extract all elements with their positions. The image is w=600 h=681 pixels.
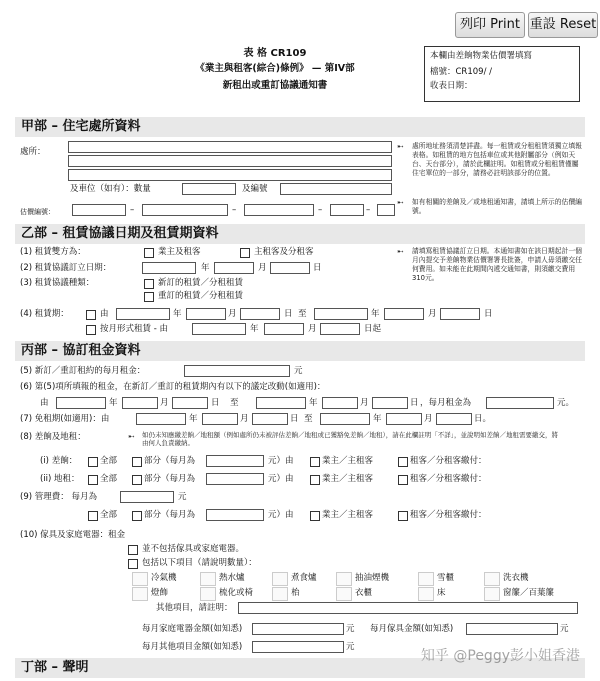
note-arrow-icon: ➸ [397,142,404,151]
from-label: 由 [40,398,49,408]
mgmt-all-checkbox[interactable] [88,511,98,521]
other-amount-field[interactable] [252,641,344,653]
yuan-label: 元 [178,492,187,502]
q3-label: (3) 租賃協議種類： [20,278,95,288]
year-label: 年 [173,309,182,319]
assessment-field-2[interactable] [142,204,228,216]
year-label: 年 [109,398,118,408]
term-to-month-field[interactable] [384,308,424,320]
q2-label: (2) 租賃協議訂立日期： [20,263,112,273]
fixed-term-checkbox[interactable] [86,310,96,320]
q6-to-day-field[interactable] [372,397,408,409]
year-label: 年 [201,263,210,273]
q5-label: (5) 新訂／重訂租約的每月租金： [20,366,146,376]
q1-label: (1) 租賃雙方為： [20,247,86,257]
q6-from-month-field[interactable] [122,397,158,409]
part-label: 部分（每月為 [144,474,196,484]
item-quantity-field[interactable] [132,587,148,601]
item-label: 床 [437,588,446,598]
item-quantity-field[interactable] [132,572,148,586]
appliance-amount-field[interactable] [252,623,344,635]
item-label: 熱水爐 [219,573,245,583]
item-label: 雪櫃 [437,573,455,583]
yuan-label: 元 [294,366,303,376]
mgmt-tenant-checkbox[interactable] [398,511,408,521]
item-quantity-field[interactable] [336,572,352,586]
item-quantity-field[interactable] [272,572,288,586]
paren-yuan-label: 元）由 [268,474,294,484]
page-title: 新租出或重訂協議通知書 [222,80,328,91]
yuan-label: 元 [346,642,355,652]
year-label: 年 [373,414,382,424]
mgmt-part-checkbox[interactable] [132,511,142,521]
year-label: 年 [250,324,259,334]
item-label: 枱 [291,588,300,598]
day-label: 日 [484,309,493,319]
item-label: 洗衣機 [503,573,529,583]
day-label: 日 [284,309,293,319]
part-a-note-1: 處所地址務須清楚詳盡。每一租賃或分租租賃須獨立填報表格。如租賃的地方包括車位或其他附屬部分（例如天台、天台部分），請於此欄註明。如租賃或分租租賃僅屬住宅單位的一部分，請務必註明該部分的位置。 [412,142,582,177]
term-to-day-field[interactable] [440,308,480,320]
q6-rent-field[interactable] [486,397,554,409]
landlord-label: 業主／主租客 [322,510,374,520]
year-label: 年 [309,398,318,408]
monthly-from-month-field[interactable] [264,323,304,335]
month-label: 月 [424,414,433,424]
part-a-note-2: 如有相關的差餉及／或地租通知書，請填上所示的估價編號。 [412,198,582,215]
part-label: 部分（每月為 [144,456,196,466]
q8-note: 如仍未知應繳差餉／地租額（例如處所仍未被評估差餉／地租或已獲豁免差餉／地租），請在此欄註明「不詳」，並說明如差餉／地租需要繳交，將由何人負責繳納。 [142,431,558,447]
item-label: 梳化或椅 [219,588,254,598]
item-label: 衣櫃 [355,588,373,598]
premises-line-2[interactable] [68,155,392,167]
to-label: 至 [304,414,313,424]
government-rent-label: (ii) 地租： [40,474,80,484]
rent-free-from-month-field[interactable] [202,413,238,425]
day-label: 日。 [474,414,492,424]
received-date-label: 收表日期： [430,81,473,91]
tenant-label: 租客／分租客繳付： [410,510,487,520]
rates-label: (i) 差餉： [40,456,78,466]
tenant-label: 租客／分租客繳付： [410,474,487,484]
rates-all-checkbox[interactable] [88,457,98,467]
parking-label: 及車位（如有）：數量 [70,184,151,194]
rent-part-amount-field[interactable] [206,473,264,485]
renewed-tenancy-label: 重訂的租賃／分租租賃 [158,291,244,301]
landlord-tenant-label: 業主及租客 [158,247,201,257]
part-d-header: 丁部 – 聲明 [15,658,585,678]
office-use-label: 本欄由差餉物業估價署填寫 [430,51,533,61]
month-label: 月 [258,263,267,273]
dash-1: – [130,205,135,215]
dash-3: – [318,205,323,215]
parking-number-label: 及編號 [242,184,268,194]
rent-free-to-day-field[interactable] [436,413,472,425]
form-number: 表 格 CR109 [243,48,307,59]
premises-label: 處所： [20,147,46,157]
yuan-label: 元。 [557,398,575,408]
q6-from-year-field[interactable] [56,397,106,409]
item-label: 抽油煙機 [355,573,390,583]
item-quantity-field[interactable] [200,572,216,586]
watermark: 知乎 @Peggy彭小姐香港 [420,648,580,664]
q10-label: (10) 傢具及家庭電器：租金 [20,530,126,540]
part-c-header: 丙部 – 協訂租金資料 [15,341,585,361]
includes-items-checkbox[interactable] [128,559,138,569]
from-label: 由 [100,309,109,319]
rates-part-checkbox[interactable] [132,457,142,467]
part-label: 部分（每月為 [144,510,196,520]
rent-all-checkbox[interactable] [88,475,98,485]
other-items-label: 其他項目，請註明： [156,603,233,613]
premises-line-1[interactable] [68,141,392,153]
note-arrow-icon: ➸ [397,247,404,256]
day-label: 日 [290,414,299,424]
assessment-field-3[interactable] [244,204,314,216]
assessment-field-5[interactable] [377,204,395,216]
q6-to-year-field[interactable] [256,397,306,409]
start-label: 日起 [364,324,382,334]
all-label: 全部 [100,456,118,466]
agreement-year-field[interactable] [142,262,196,274]
assessment-field-1[interactable] [72,204,126,216]
paren-yuan-label: 元）由 [268,456,294,466]
month-label: 月 [360,398,369,408]
rent-free-to-month-field[interactable] [386,413,422,425]
item-quantity-field[interactable] [272,587,288,601]
part-b-header: 乙部 – 租賃協議日期及租賃期資料 [15,224,585,244]
landlord-tenant-checkbox[interactable] [144,248,154,258]
day-label: 日 [211,398,220,408]
item-label: 煮食爐 [291,573,317,583]
month-label: 月 [240,414,249,424]
q8-label: (8) 差餉及地租： [20,432,86,442]
print-button[interactable]: 列印 Print [455,12,525,38]
q9-label: (9) 管理費： 每月為 [20,492,97,502]
monthly-rent-field[interactable] [184,365,290,377]
monthly-tenancy-checkbox[interactable] [86,325,96,335]
monthly-from-year-field[interactable] [192,323,246,335]
mgmt-landlord-checkbox[interactable] [310,511,320,521]
monthly-rent-label: 日 [410,398,419,408]
term-to-year-field[interactable] [314,308,368,320]
landlord-label: 業主／主租客 [322,456,374,466]
rates-part-amount-field[interactable] [206,455,264,467]
monthly-tenancy-label: 按月形式租賃 - 由 [100,324,168,334]
furniture-amount-field[interactable] [466,623,558,635]
no-furniture-checkbox[interactable] [128,545,138,555]
dash-4: – [366,205,371,215]
rates-landlord-checkbox[interactable] [310,457,320,467]
q6-to-month-field[interactable] [322,397,358,409]
principal-sub-tenant-label: 主租客及分租客 [254,247,314,257]
parking-quantity-field[interactable] [182,183,236,195]
rent-landlord-checkbox[interactable] [310,475,320,485]
landlord-label: 業主／主租客 [322,474,374,484]
year-label: 年 [189,414,198,424]
parking-number-field[interactable] [280,183,392,195]
reset-button[interactable]: 重設 Reset [528,12,598,38]
item-quantity-field[interactable] [200,587,216,601]
assessment-no-label: 估價編號： [20,208,55,216]
monthly-from-day-field[interactable] [320,323,360,335]
rent-part-checkbox[interactable] [132,475,142,485]
renewed-tenancy-checkbox[interactable] [144,292,154,302]
tenant-label: 租客／分租客繳付： [410,456,487,466]
premises-line-3[interactable] [68,169,392,181]
new-tenancy-label: 新訂的租賃／分租租賃 [158,278,244,288]
other-items-field[interactable] [238,602,578,614]
all-label: 全部 [100,474,118,484]
to-label: 至 [230,398,239,408]
item-label: 冷氣機 [151,573,177,583]
item-quantity-field[interactable] [484,572,500,586]
new-tenancy-checkbox[interactable] [144,279,154,289]
rent-tenant-checkbox[interactable] [398,475,408,485]
management-fee-field[interactable] [120,491,174,503]
month-label: 月 [428,309,437,319]
file-number-label: 檔號：CR109/ / [430,67,492,77]
q7-label: (7) 免租期(如適用)：由 [20,414,110,424]
paren-yuan-label: 元）由 [268,510,294,520]
day-label: 日 [313,263,322,273]
rent-free-from-day-field[interactable] [252,413,288,425]
item-label: 燈飾 [151,588,169,598]
monthly-rent-label: ，每月租金為 [420,398,472,408]
office-use-box [424,46,580,102]
item-quantity-field[interactable] [484,587,500,601]
agreement-month-field[interactable] [214,262,254,274]
q4-label: (4) 租賃期： [20,309,69,319]
q6-from-day-field[interactable] [172,397,208,409]
mgmt-part-amount-field[interactable] [206,509,264,521]
rates-tenant-checkbox[interactable] [398,457,408,467]
item-quantity-field[interactable] [418,587,434,601]
month-label: 月 [308,324,317,334]
year-label: 年 [371,309,380,319]
note-arrow-icon: ➸ [128,432,135,441]
item-label: 窗簾／百葉簾 [503,588,555,598]
month-label: 月 [228,309,237,319]
yuan-label: 元 [560,624,569,634]
furniture-amount-label: 每月傢具金額(如知悉) [370,624,454,634]
term-from-day-field[interactable] [240,308,280,320]
includes-items-label: 包括以下項目（請說明數量）： [142,558,257,568]
no-furniture-label: 並不包括傢具或家庭電器。 [142,544,245,554]
item-quantity-field[interactable] [336,587,352,601]
agreement-day-field[interactable] [270,262,310,274]
part-a-header: 甲部 – 住宅處所資料 [15,117,585,137]
assessment-field-4[interactable] [330,204,364,216]
term-from-month-field[interactable] [186,308,226,320]
yuan-label: 元 [346,624,355,634]
term-from-year-field[interactable] [116,308,170,320]
item-quantity-field[interactable] [418,572,434,586]
other-amount-label: 每月其他項目金額(如知悉) [142,642,243,652]
rent-free-to-year-field[interactable] [320,413,370,425]
to-label: 至 [298,309,307,319]
rent-free-from-year-field[interactable] [136,413,186,425]
note-arrow-icon: ➸ [397,198,404,207]
all-label: 全部 [100,510,118,520]
ordinance-title: 《業主與租客(綜合)條例》 — 第IV部 [195,63,355,74]
month-label: 月 [160,398,169,408]
q6-label: (6) 第(5)項所填報的租金，在新訂／重訂的租賃期內有以下的議定改動(如適用)： [20,382,326,392]
appliance-amount-label: 每月家庭電器金額(如知悉) [142,624,243,634]
dash-2: – [232,205,237,215]
part-b-note: 請填寫租賃協議訂立日期。本通知書如在該日期起計一個月內提交予差餉物業估價署署長批簽，申請人毋須繳交任何費用。如未能在此期間內遞交通知書，則須繳交費用310元。 [412,247,582,282]
principal-sub-tenant-checkbox[interactable] [240,248,250,258]
